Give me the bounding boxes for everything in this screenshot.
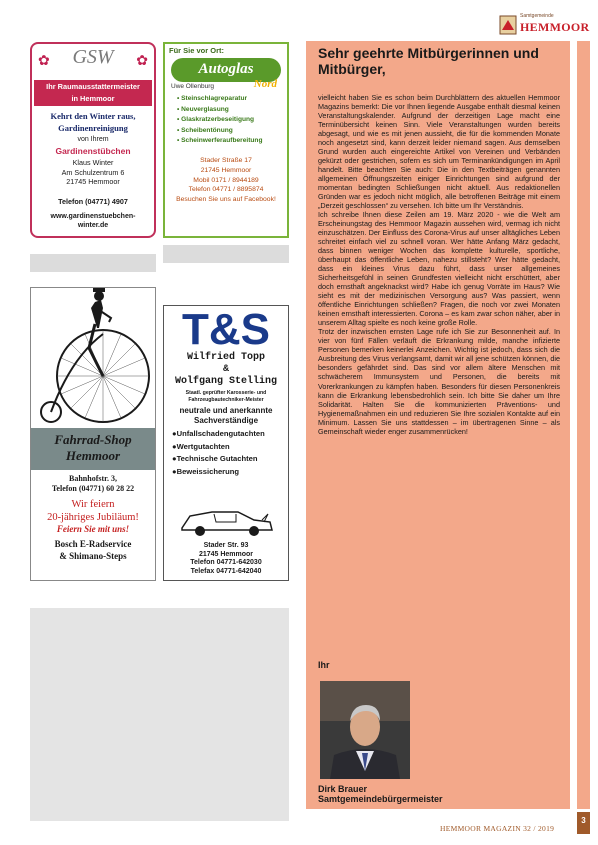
service-item: • Scheibentönung	[177, 126, 233, 134]
website-link[interactable]	[34, 212, 152, 230]
empty-ad-slot	[163, 245, 289, 263]
street: Stader Str. 93	[203, 542, 249, 549]
owner: Klaus Winter	[72, 158, 114, 167]
shop-title-banner	[31, 428, 155, 470]
city: 21745 Hemmoor	[200, 166, 252, 174]
service-line: Bosch E-Radservice	[54, 539, 132, 549]
article-title: Sehr geehrte Mitbürgerinnen und Mitbürger,	[318, 45, 539, 77]
ts-logo-text: T&S	[182, 306, 270, 350]
ad-header-strip	[34, 80, 152, 106]
phone: Telefon (04771) 4907	[58, 197, 128, 206]
crest-icon	[498, 12, 518, 36]
jubilee-invite: Feiern Sie mit uns!	[56, 524, 130, 534]
header-line: Ihr Raumausstattermeister	[46, 82, 140, 91]
street: Bahnhofstr. 3,	[69, 474, 117, 483]
editorial-article	[306, 41, 570, 809]
owner-name: Wilfried Topp	[186, 352, 265, 363]
kicker: Für Sie vor Ort:	[169, 46, 225, 55]
mobile: Mobil 0171 / 8944189	[193, 176, 259, 184]
service-item: ● Unfallschadengutachten	[172, 428, 265, 441]
flower-icon: ✿	[38, 52, 50, 68]
ad-ts-gutachter	[163, 305, 289, 581]
city: 21745 Hemmoor	[198, 550, 254, 558]
owners	[166, 352, 286, 388]
service-item: • Steinschlagreparatur	[177, 95, 248, 102]
qualification-line: Fahrzeugbautechniker-Meister	[188, 396, 264, 403]
magazine-footer: HEMMOOR MAGAZIN 32 / 2019	[440, 824, 555, 833]
service-item: • Glaskratzerbeseitigung	[177, 116, 255, 123]
penny-farthing-illustration	[31, 288, 156, 426]
jubilee-line: 20-jähriges Jubiläum!	[47, 512, 139, 523]
owner-name: Wolfgang Stelling	[174, 376, 278, 387]
phone: Telefon 04771 / 8895874	[188, 186, 264, 194]
street: Stader Straße 17	[200, 157, 252, 164]
signer-name: Dirk Brauer	[318, 784, 368, 794]
von-ihrem: von Ihrem	[77, 136, 109, 143]
samtgemeinde-hemmoor-logo	[498, 12, 590, 38]
service-line: & Shimano-Steps	[59, 551, 127, 561]
ampersand: &	[222, 364, 229, 375]
shop-title: Hemmoor	[65, 448, 121, 463]
signer-title: Samtgemeindebürgermeister	[318, 794, 443, 804]
ts-logo	[168, 306, 284, 350]
ad-autoglas-nord	[163, 42, 289, 238]
flower-icon: ✿	[136, 52, 148, 68]
jubilee	[33, 498, 153, 524]
qualification	[166, 390, 286, 403]
empty-ad-slot	[30, 608, 289, 821]
contact-info	[167, 156, 285, 205]
page-number: 3	[581, 816, 586, 825]
web-line: www.gardinenstuebchen-	[50, 213, 136, 220]
role-line: neutrale und anerkannte	[179, 406, 273, 415]
services	[33, 538, 153, 562]
owner: Uwe Ollenburg	[171, 83, 214, 90]
brand-name: Autoglas	[198, 61, 254, 77]
article-paragraph: vielleicht haben Sie es schon beim Durchblättern des aktuellen Hemmoor Magazins bemerkt: Die vor Ihnen liegende Ausgabe enthält diesmal keinen Veranstaltungskalender. Aufgrund der derzeitigen Lage macht eine Terminübersicht keinen Sinn. Viele Veranstaltungen wurden bereits abgesagt, und wie es mit jenen aussieht, die für die kommenden Monate noch angesetzt sind, kann derzeit leider niemand sagen. Aus demselben Grund wurden auch eingereichte Artikel von Vereinen und Verbänden gekürzt oder gestrichen, sofern es sich um Terminankündigungen im April handelt. Bitte beachten Sie auch: Die in den Textbeiträgen genannten allgemeinen Öffnungszeiten einiger Einrichtungen sind aufgrund der momentan bedingten Schließungen nicht aktuell. Aus redaktionellen Gründen war es jedoch nicht möglich, alle betroffenen Beiträge mit einem „Derzeit geschlossen“ zu versehen. Ich bitte um Ihr Verständnis.	[318, 93, 560, 211]
phone: Telefon 04771-642030	[190, 559, 262, 566]
empty-ad-slot	[30, 254, 156, 272]
logo-big-text: HEMMOOR	[520, 20, 590, 34]
logo-small-text: Samtgemeinde	[520, 13, 554, 19]
closing: Ihr	[318, 660, 330, 670]
header-line: in Hemmoor	[71, 94, 115, 103]
slogan-line: Kehrt den Winter raus,	[50, 111, 136, 121]
service-item: ● Beweissicherung	[172, 466, 265, 479]
service-item: ● Technische Gutachten	[172, 453, 265, 466]
service-list	[172, 428, 265, 478]
service-item: ● Wertgutachten	[172, 441, 265, 454]
slogan-line: Gardinenreinigung	[58, 123, 128, 133]
jubilee-line: Wir feiern	[71, 499, 115, 510]
phone: Telefon (04771) 60 28 22	[51, 484, 135, 493]
slogan	[34, 110, 152, 134]
business-name: Gardinenstübchen	[55, 146, 131, 156]
contact-info	[168, 542, 284, 576]
article-paragraph: Trotz der inzwischen ernsten Lage rufe ich Sie zur Besonnenheit auf. In vier von fünf Fällen verläuft die Erkrankung milde, manche infizierte Personen bemerken keinerlei Anzeichen. Wichtig ist jedoch, dass sich die Ausbreitung des Virus verlangsamt, damit wir all jene schützen können, die besonders gefährdet sind. Das sind vor allem ältere Menschen mit schwächerem Immunsystem und Personen, die bereits mit Vorerkrankungen zu kämpfen haben. Besonders für diesen Personenkreis kann die Erkrankung lebensbedrohlich sein. Ich bitte Sie daher um Ihre Solidarität. Halten Sie die kommunizierten Präventions- und Hygienemaßnahmen ein und reduzieren Sie Ihre sozialen Kontakte auf ein Minimum. Lassen Sie uns stattdessen – im übertragenen Sinne – als Gemeinschaft wieder enger zusammenrücken!	[318, 327, 560, 436]
damaged-car-illustration	[176, 504, 276, 538]
ad-gardinenstuebchen	[30, 42, 156, 238]
article-body	[318, 93, 560, 436]
monogram: GSW	[72, 46, 114, 68]
facebook-note: Besuchen Sie uns auf Facebook!	[176, 196, 276, 204]
web-line: winter.de	[77, 222, 109, 229]
side-color-strip	[577, 41, 590, 809]
service-list	[177, 94, 262, 147]
article-paragraph: Ich schreibe Ihnen diese Zeilen am 19. März 2020 - wie die Welt am Erscheinungstag des Hemmoor Magazin aussehen wird, vermag ich nicht einzuschätzen. Der Einfluss des Corona-Virus auf unser alltägliches Leben schreitet einfach viel zu schnell voran. Wer hätte Anfang März gedacht, dass binnen weniger Wochen das komplette kulturelle, sportliche, überhaupt das öffentliche Leben, nahezu stillsteht? Wer hätte gedacht, dass ein kleines Virus dazu führt, dass unser allgemeines Sicherheitsgefühl in seinen Grundfesten vielleicht nicht erschüttert, aber doch ernsthaft angeknackst wird? Habe ich genug Vorräte im Haus? Wie sieht es mit der medizinischen Versorgung aus? Was passiert, wenn öffentliche Einrichtungen schließen? Fragen, die noch vor zwei Monaten keinen ernsthaft interessierten. Corona – es kam zwar schon näher, aber in unserem Alltag spielte es noch keine große Rolle.	[318, 210, 560, 328]
service-item: • Neuverglasung	[177, 105, 229, 113]
signer	[318, 784, 443, 804]
role	[166, 406, 286, 426]
role-line: Sachverständige	[193, 416, 259, 425]
street: Am Schulzentrum 6	[61, 167, 125, 177]
address	[33, 474, 153, 494]
address	[34, 158, 152, 187]
city: 21745 Hemmoor	[66, 177, 120, 186]
portrait-photo	[320, 681, 410, 779]
service-item: • Scheinwerferaufbereitung	[177, 137, 263, 144]
qualification-line: Staatl. geprüfter Karosserie- und	[185, 390, 267, 396]
shop-title: Fahrrad-Shop	[54, 432, 132, 447]
ad-fahrrad-shop	[30, 287, 156, 581]
fax: Telefax 04771-642040	[190, 567, 262, 575]
brand-suffix: Nord	[253, 78, 277, 90]
